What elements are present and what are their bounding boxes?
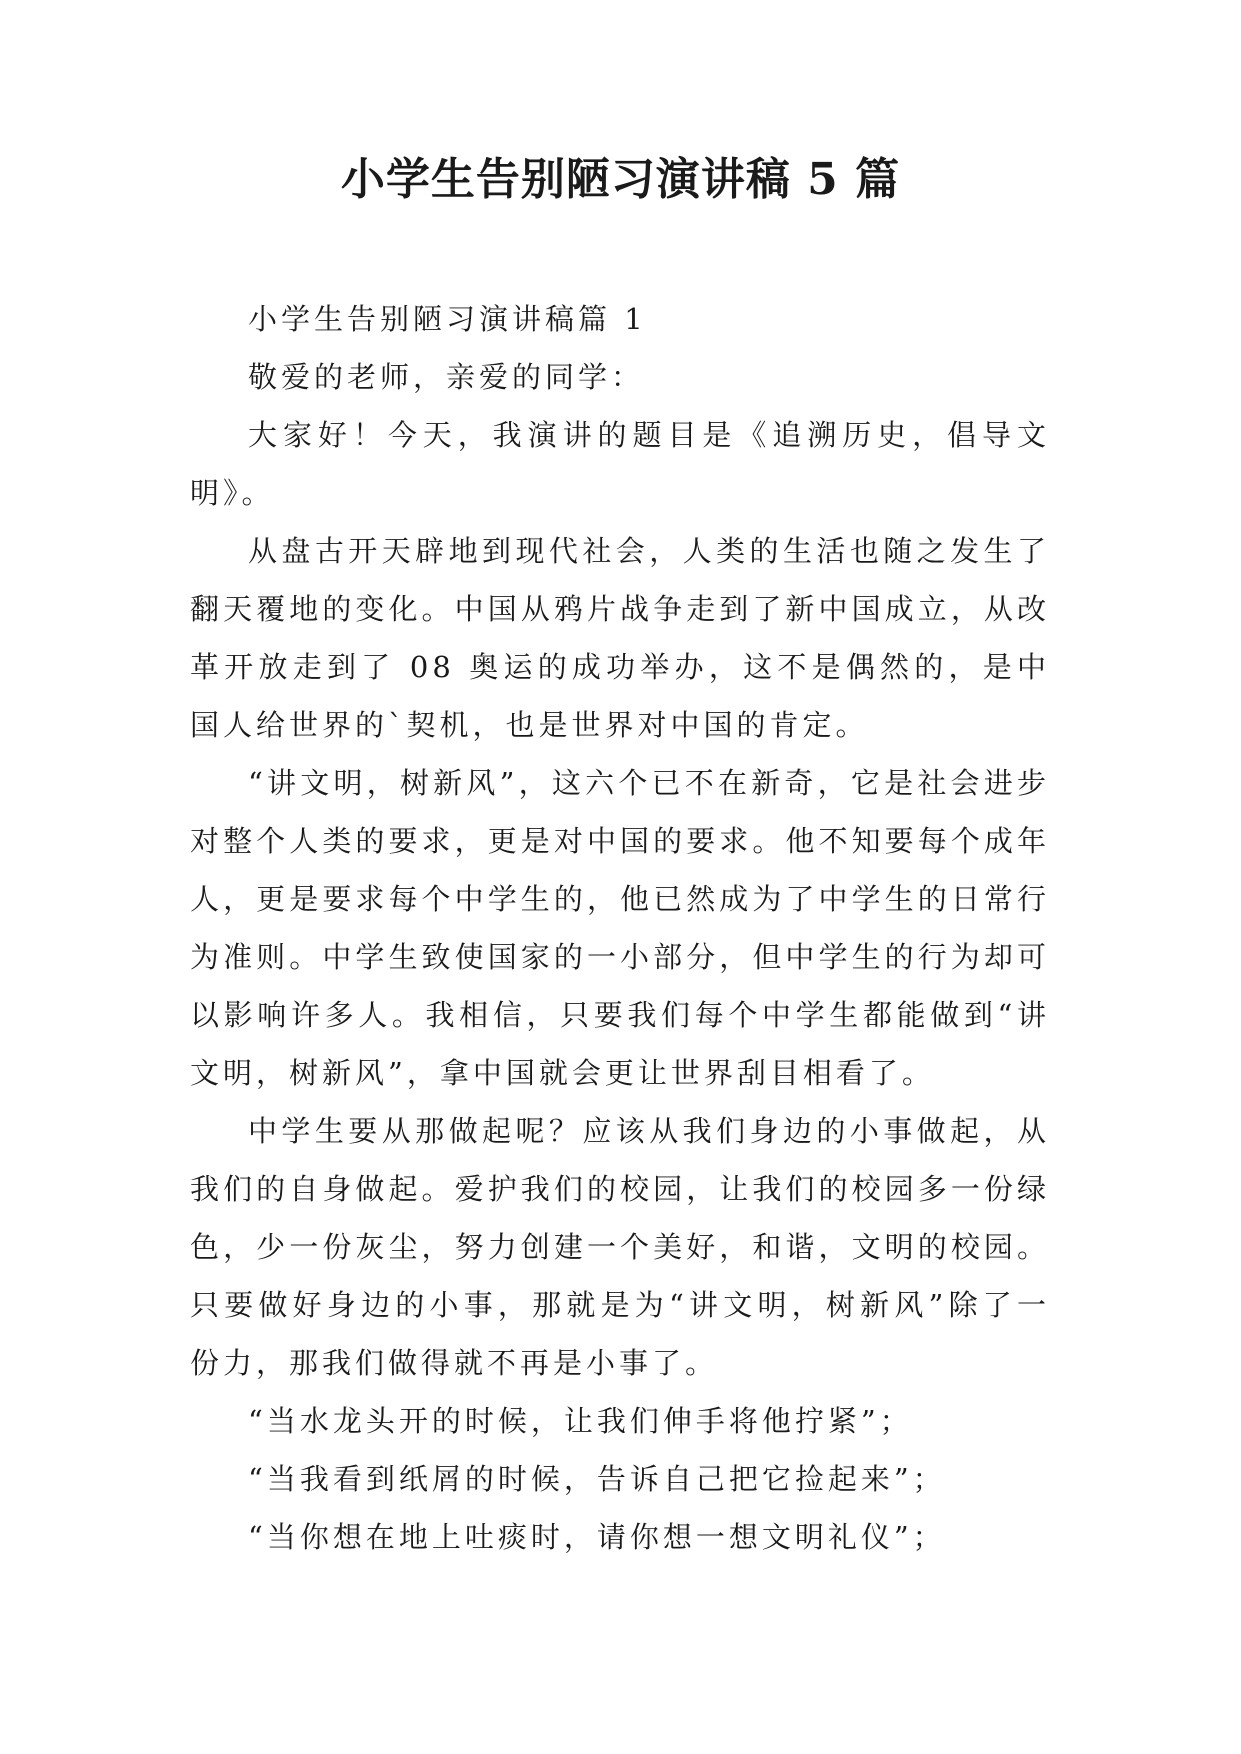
quote-line: “当我看到纸屑的时候，告诉自己把它捡起来”； <box>248 1462 946 1496</box>
document-title: 小学生告别陋习演讲稿 5 篇 <box>340 154 901 205</box>
salutation: 敬爱的老师，亲爱的同学： <box>248 360 645 394</box>
paragraph: 中学生要从那做起呢？应该从我们身边的小事做起，从我们的自身做起。爱护我们的校园，让我们的校园多一份绿色，少一份灰尘，努力创建一个美好，和谐，文明的校园。只要做好身边的小事，那就是为“讲文明，树新风”除了一份力，那我们做得就不再是小事了。 <box>190 1114 1050 1380</box>
paragraph: 大家好！今天，我演讲的题目是《追溯历史，倡导文明》。 <box>190 418 1050 510</box>
paragraph: 从盘古开天辟地到现代社会，人类的生活也随之发生了翻天覆地的变化。中国从鸦片战争走到了新中国成立，从改革开放走到了 08 奥运的成功举办，这不是偶然的，是中国人给世界的`契机，也是世界对中国的肯定。 <box>190 534 1050 742</box>
document-body <box>190 290 1050 1566</box>
quote-line: “当你想在地上吐痰时，请你想一想文明礼仪”； <box>248 1520 946 1554</box>
paragraph: “讲文明，树新风”，这六个已不在新奇，它是社会进步对整个人类的要求，更是对中国的要求。他不知要每个成年人，更是要求每个中学生的，他已然成为了中学生的日常行为准则。中学生致使国家的一小部分，但中学生的行为却可以影响许多人。我相信，只要我们每个中学生都能做到“讲文明，树新风”，拿中国就会更让世界刮目相看了。 <box>190 766 1050 1090</box>
quote-line: “当水龙头开的时候，让我们伸手将他拧紧”； <box>248 1404 913 1438</box>
section-heading: 小学生告别陋习演讲稿篇 1 <box>248 302 647 336</box>
